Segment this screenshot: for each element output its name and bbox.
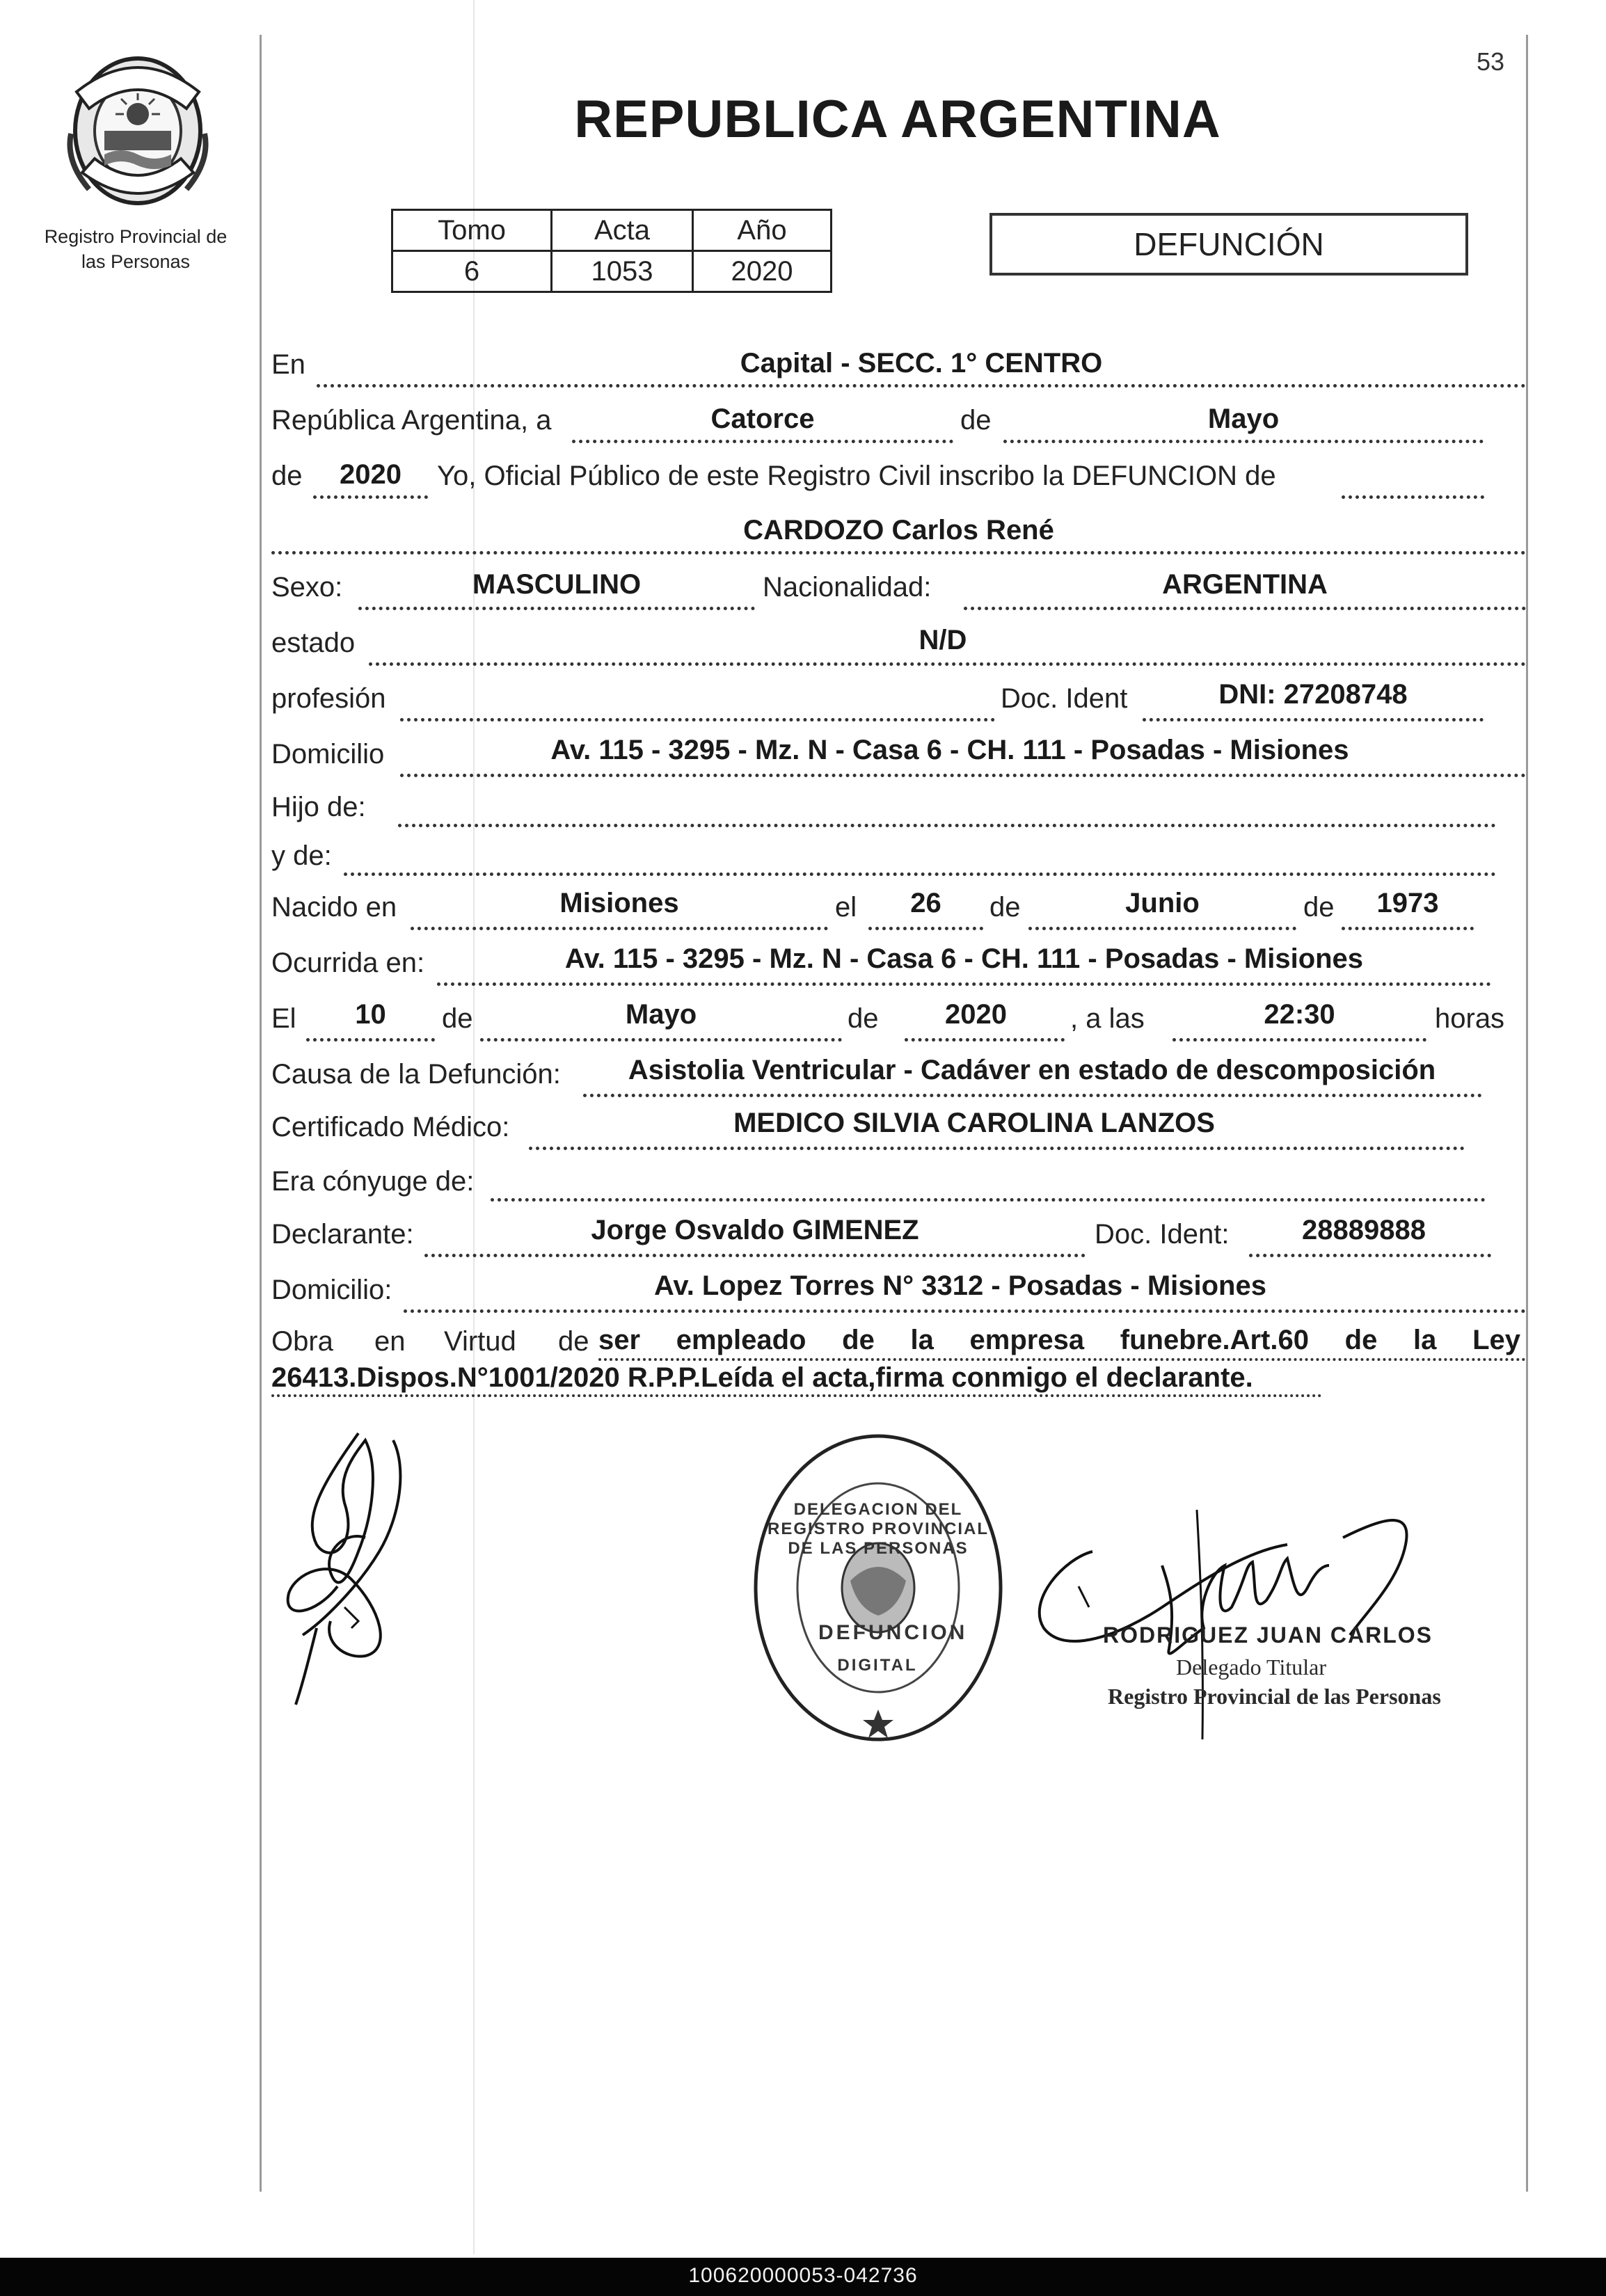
obra-word-1: Obra <box>271 1326 333 1357</box>
official-role: Delegado Titular <box>1176 1655 1326 1680</box>
ref-value-tomo: 6 <box>392 251 552 292</box>
def-mes-dotted-line <box>480 1038 842 1042</box>
footer-code: 100620000053-042736 <box>688 2264 918 2287</box>
def-anio-value: 2020 <box>945 999 1007 1030</box>
yde-dotted-line <box>344 872 1496 876</box>
profesion-label: profesión <box>271 683 386 714</box>
estado-dotted-line <box>369 662 1526 666</box>
ref-value-anio: 2020 <box>693 251 832 292</box>
dia-dotted-line <box>572 440 953 443</box>
estado-label: estado <box>271 628 356 658</box>
hijo-label: Hijo de: <box>271 792 366 822</box>
obra-word-2: en <box>374 1326 406 1357</box>
yde-label: y de: <box>271 840 332 871</box>
stamp-inner-left-text: DEFUNCION <box>818 1621 968 1644</box>
declarant-signature <box>275 1412 428 1712</box>
domicilio2-value: Av. Lopez Torres N° 3312 - Posadas - Misiones <box>654 1270 1266 1301</box>
anio-dotted-line <box>313 495 428 499</box>
conyuge-dotted-line <box>491 1198 1486 1202</box>
ref-table-value-row <box>392 251 832 292</box>
dia-value: Catorce <box>710 404 815 434</box>
mes-dotted-line <box>1003 440 1484 443</box>
horas-label: horas <box>1435 1003 1505 1034</box>
document-type-box: DEFUNCIÓN <box>989 213 1468 276</box>
certificado-dotted-line <box>529 1147 1465 1150</box>
en-label: En <box>271 349 305 380</box>
tomo-acta-anio-table <box>391 209 832 293</box>
republica-label: República Argentina, a <box>271 405 552 436</box>
el2-label: El <box>271 1003 296 1034</box>
official-institution: Registro Provincial de las Personas <box>1108 1684 1441 1709</box>
ocurrida-value: Av. 115 - 3295 - Mz. N - Casa 6 - CH. 111 - Posadas - Misiones <box>564 943 1364 974</box>
sexo-dotted-line <box>358 607 755 610</box>
de-label-6: de <box>848 1003 879 1034</box>
oficial-text: Yo, Oficial Público de este Registro Civil inscribo la DEFUNCION de <box>437 461 1276 491</box>
stamp-outer-text: DELEGACION DEL REGISTRO PROVINCIAL DE LAS PERSONAS <box>767 1500 989 1558</box>
declarante-dotted-line <box>424 1254 1086 1257</box>
de-label-5: de <box>442 1003 473 1034</box>
obra-dotted-line-2 <box>271 1394 1322 1397</box>
page-number: 53 <box>1477 47 1505 76</box>
nac-anio-value: 1973 <box>1376 888 1439 918</box>
ref-header-acta: Acta <box>552 210 693 251</box>
province-seal-logo <box>61 50 214 210</box>
obra-value-line1: ser empleado de la empresa funebre.Art.60 de la Ley <box>598 1325 1520 1355</box>
nac-anio-dotted-line <box>1342 927 1474 930</box>
conyuge-label: Era cónyuge de: <box>271 1166 475 1197</box>
def-mes-value: Mayo <box>625 999 697 1030</box>
document-title: REPUBLICA ARGENTINA <box>574 90 1221 149</box>
sexo-label: Sexo: <box>271 572 343 603</box>
nac-mes-dotted-line <box>1028 927 1296 930</box>
doc-ident2-value: 28889888 <box>1302 1215 1426 1245</box>
official-name: RODRIGUEZ JUAN CARLOS <box>1103 1623 1433 1648</box>
domicilio-dotted-line <box>400 774 1526 777</box>
ref-value-acta: 1053 <box>552 251 693 292</box>
en-value: Capital - SECC. 1° CENTRO <box>740 348 1103 378</box>
en-dotted-line <box>317 384 1526 388</box>
nac-dia-dotted-line <box>868 927 983 930</box>
doc-ident2-dotted-line <box>1249 1254 1491 1257</box>
nac-dia-value: 26 <box>910 888 941 918</box>
nacido-dotted-line <box>411 927 828 930</box>
nacionalidad-value: ARGENTINA <box>1162 569 1328 600</box>
doc-ident-dotted-line <box>1143 718 1484 722</box>
causa-dotted-line <box>583 1094 1482 1097</box>
certificado-value: MEDICO SILVIA CAROLINA LANZOS <box>733 1108 1215 1138</box>
profesion-dotted-line <box>400 718 995 722</box>
nacido-value: Misiones <box>559 888 679 918</box>
obra-dotted-line-1 <box>598 1358 1526 1361</box>
causa-label: Causa de la Defunción: <box>271 1059 561 1090</box>
causa-value: Asistolia Ventricular - Cadáver en estado de descomposición <box>628 1055 1436 1085</box>
doc-ident2-label: Doc. Ident: <box>1095 1219 1230 1250</box>
nacionalidad-dotted-line <box>964 607 1526 610</box>
de-label-1: de <box>960 405 992 436</box>
el-label: el <box>835 892 857 923</box>
alas-label: , a las <box>1070 1003 1145 1034</box>
estado-value: N/D <box>919 625 967 655</box>
ref-header-tomo: Tomo <box>392 210 552 251</box>
declarante-value: Jorge Osvaldo GIMENEZ <box>591 1215 919 1245</box>
ref-table-header-row <box>392 210 832 251</box>
def-hora-dotted-line <box>1172 1038 1426 1042</box>
domicilio2-dotted-line <box>404 1309 1526 1313</box>
obra-value-line2: 26413.Dispos.N°1001/2020 R.P.P.Leída el acta,firma conmigo el declarante. <box>271 1362 1253 1393</box>
obra-word-3: Virtud <box>444 1326 516 1357</box>
nac-mes-value: Junio <box>1125 888 1200 918</box>
nacido-label: Nacido en <box>271 892 397 923</box>
logo-caption <box>28 224 244 274</box>
domicilio-value: Av. 115 - 3295 - Mz. N - Casa 6 - CH. 111 - Posadas - Misiones <box>550 735 1349 765</box>
mes-value: Mayo <box>1207 404 1280 434</box>
def-dia-dotted-line <box>306 1038 435 1042</box>
left-margin-line <box>260 35 262 2192</box>
logo-caption-line2: las Personas <box>81 251 191 272</box>
anio-value: 2020 <box>340 459 402 490</box>
de-label-2: de <box>271 461 303 491</box>
declarante-label: Declarante: <box>271 1219 414 1250</box>
right-margin-line <box>1526 35 1528 2192</box>
ref-header-anio: Año <box>693 210 832 251</box>
doc-ident-label: Doc. Ident <box>1001 683 1128 714</box>
de-label-3: de <box>989 892 1021 923</box>
ocurrida-label: Ocurrida en: <box>271 948 425 978</box>
domicilio2-label: Domicilio: <box>271 1275 392 1305</box>
ocurrida-dotted-line <box>437 982 1491 986</box>
sexo-value: MASCULINO <box>472 569 642 600</box>
def-anio-dotted-line <box>905 1038 1065 1042</box>
def-dia-value: 10 <box>355 999 386 1030</box>
logo-caption-line1: Registro Provincial de <box>44 226 228 247</box>
nacionalidad-label: Nacionalidad: <box>763 572 932 603</box>
hijo-dotted-line <box>398 824 1496 827</box>
registry-oval-stamp <box>746 1428 1010 1748</box>
domicilio-label: Domicilio <box>271 739 385 770</box>
stamp-inner-right-text: DIGITAL <box>837 1656 918 1675</box>
obra-word-4: de <box>558 1326 589 1357</box>
de-label-4: de <box>1303 892 1335 923</box>
def-hora-value: 22:30 <box>1264 999 1335 1030</box>
oficial-dotted-line <box>1342 495 1484 499</box>
certificado-label: Certificado Médico: <box>271 1112 510 1142</box>
nombre-value: CARDOZO Carlos René <box>743 515 1054 545</box>
doc-ident-value: DNI: 27208748 <box>1218 679 1408 710</box>
nombre-dotted-line <box>271 551 1526 555</box>
